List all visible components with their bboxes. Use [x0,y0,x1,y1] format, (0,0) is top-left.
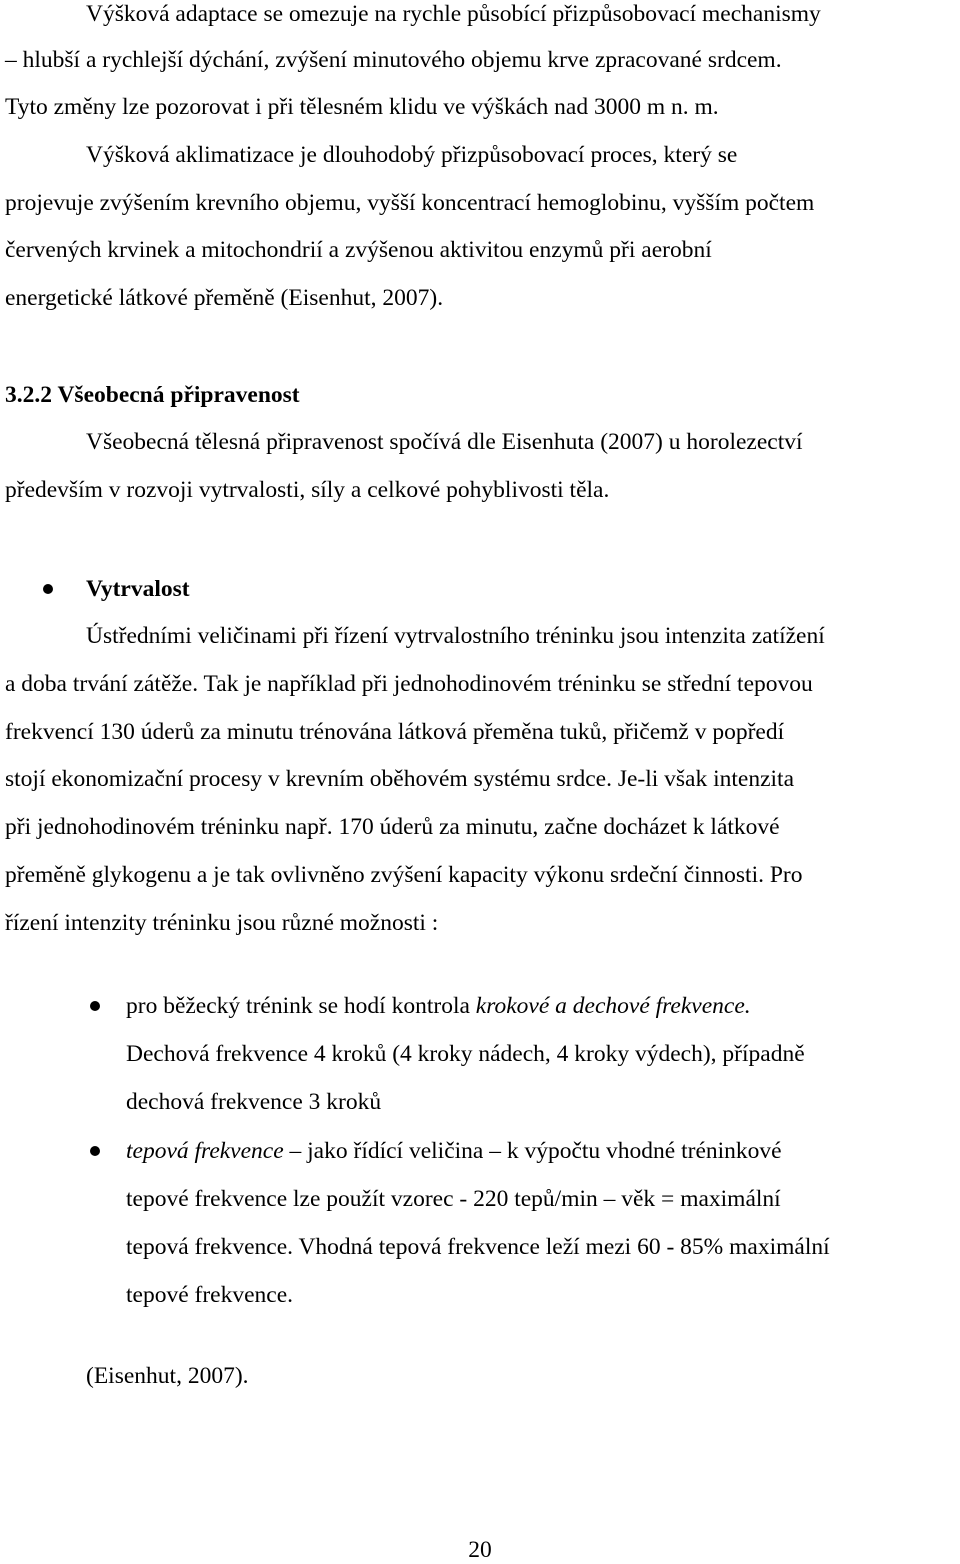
section-line1: Všeobecná tělesná připravenost spočívá dle Eisenhuta (2007) u horolezectví [86,429,803,455]
para2-line4: energetické látkové přeměně (Eisenhut, 2007). [5,285,444,311]
bullet2-line1 [126,1137,782,1165]
bullet1-line1-italic: krokové a dechové frekvence. [475,993,751,1019]
para2-line1: Výšková aklimatizace je dlouhodobý přizpůsobovací proces, který se [86,142,738,168]
para1-line1: Výšková adaptace se omezuje na rychle působící přizpůsobovací mechanismy [86,1,821,27]
para1-line2: – hlubší a rychlejší dýchání, zvýšení minutového objemu krve zpracované srdcem. [5,47,782,73]
bullet-icon [43,584,53,594]
endurance-line3: frekvencí 130 úderů za minutu trénována látková přeměna tuků, přičemž v popředí [5,719,785,745]
bullet2-line2: tepové frekvence lze použít vzorec - 220 tepů/min – věk = maximální [126,1186,781,1212]
citation: (Eisenhut, 2007). [86,1363,249,1389]
bullet-icon [90,1001,100,1011]
page-number: 20 [468,1537,492,1563]
endurance-line6: přeměně glykogenu a je tak ovlivněno zvýšení kapacity výkonu srdeční činnosti. Pro [5,862,803,888]
endurance-line4: stojí ekonomizační procesy v krevním oběhovém systému srdce. Je-li však intenzita [5,766,795,792]
endurance-line1: Ústředními veličinami při řízení vytrvalostního tréninku jsou intenzita zatížení [86,623,825,649]
bullet2-line1-plain: – jako řídící veličina – k výpočtu vhodné tréninkové [283,1138,782,1164]
section-line2: především v rozvoji vytrvalosti, síly a celkové pohyblivosti těla. [5,477,610,503]
bullet2-line1-italic: tepová frekvence [126,1138,284,1164]
endurance-heading: Vytrvalost [86,576,190,602]
bullet2-line3: tepová frekvence. Vhodná tepová frekvence leží mezi 60 - 85% maximální [126,1234,830,1260]
bullet1-line1-plain: pro běžecký trénink se hodí kontrola [126,993,476,1019]
para1-line3: Tyto změny lze pozorovat i při tělesném klidu ve výškách nad 3000 m n. m. [5,94,719,120]
endurance-line2: a doba trvání zátěže. Tak je například při jednohodinovém tréninku se střední tepovou [5,671,813,697]
bullet1-line3: dechová frekvence 3 kroků [126,1089,382,1115]
bullet1-line2: Dechová frekvence 4 kroků (4 kroky nádech, 4 kroky výdech), případně [126,1041,805,1067]
bullet2-line4: tepové frekvence. [126,1282,294,1308]
bullet1-line1 [126,992,751,1020]
section-heading: 3.2.2 Všeobecná připravenost [5,382,300,408]
para2-line3: červených krvinek a mitochondrií a zvýšenou aktivitou enzymů při aerobní [5,237,712,263]
endurance-line5: při jednohodinovém tréninku např. 170 úderů za minutu, začne docházet k látkové [5,814,780,840]
para2-line2: projevuje zvýšením krevního objemu, vyšší koncentrací hemoglobinu, vyšším počtem [5,190,815,216]
bullet-icon [90,1146,100,1156]
endurance-line7: řízení intenzity tréninku jsou různé možnosti : [5,910,439,936]
